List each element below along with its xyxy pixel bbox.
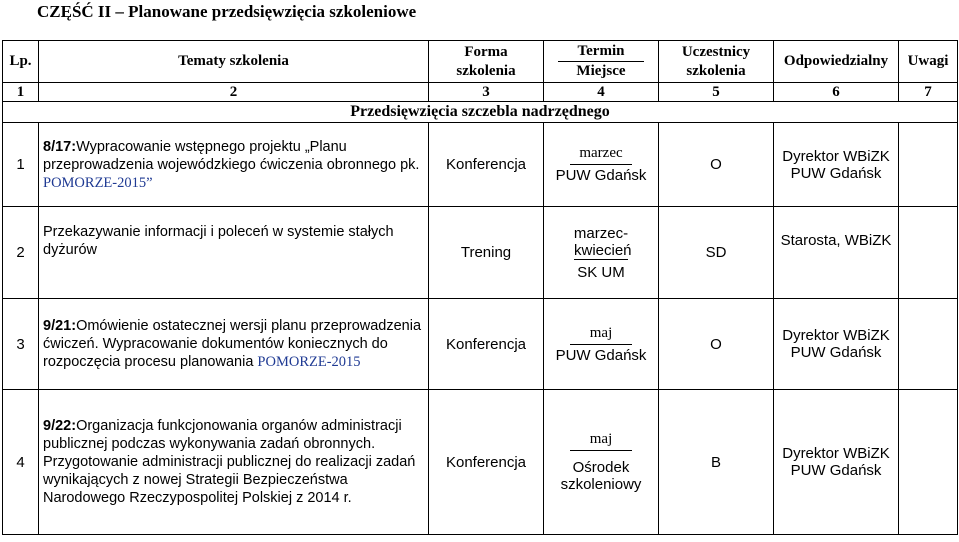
column-number: 4 bbox=[544, 83, 659, 102]
termin-value-line1: marzec- bbox=[573, 224, 629, 242]
header-termin-label: Termin bbox=[558, 42, 644, 62]
odpowiedzialny-line2: PUW Gdańsk bbox=[790, 344, 882, 361]
row-topic bbox=[39, 123, 429, 207]
topic-code: 8/17: bbox=[43, 138, 77, 155]
page-title: CZĘŚĆ II – Planowane przedsięwzięcia szkoleniowe bbox=[37, 2, 417, 21]
row-lp: 4 bbox=[3, 390, 39, 535]
topic-tail: POMORZE-2015 bbox=[257, 354, 361, 370]
header-tematy: Tematy szkolenia bbox=[39, 41, 429, 83]
header-termin bbox=[544, 41, 659, 83]
row-termin bbox=[544, 123, 659, 207]
table-row bbox=[3, 123, 958, 207]
table-row bbox=[3, 207, 958, 299]
header-uczestnicy bbox=[659, 41, 774, 83]
row-uczestnicy: B bbox=[659, 390, 774, 535]
column-number: 6 bbox=[774, 83, 899, 102]
column-number: 1 bbox=[3, 83, 39, 102]
row-uczestnicy: O bbox=[659, 299, 774, 390]
odpowiedzialny-line1: Dyrektor WBiZK bbox=[782, 147, 890, 165]
column-number: 3 bbox=[429, 83, 544, 102]
row-uwagi bbox=[899, 299, 958, 390]
odpowiedzialny-line2: PUW Gdańsk bbox=[790, 164, 882, 182]
termin-value: maj bbox=[570, 325, 632, 345]
miejsce-value: Ośrodek szkoleniowy bbox=[560, 459, 642, 493]
termin-value: marzec bbox=[570, 145, 632, 165]
row-uwagi bbox=[899, 123, 958, 207]
odpowiedzialny-line2: PUW Gdańsk bbox=[790, 462, 882, 479]
row-odpowiedzialny bbox=[774, 123, 899, 207]
row-lp: 1 bbox=[3, 123, 39, 207]
table-row bbox=[3, 299, 958, 390]
topic-code: 9/21: bbox=[43, 318, 77, 334]
row-topic: Przekazywanie informacji i poleceń w systemie stałych dyżurów bbox=[39, 207, 429, 299]
header-lp: Lp. bbox=[3, 41, 39, 83]
row-uwagi bbox=[899, 207, 958, 299]
miejsce-value: SK UM bbox=[577, 263, 625, 281]
header-forma bbox=[429, 41, 544, 83]
header-uczestnicy-line2: szkolenia bbox=[686, 62, 746, 79]
row-forma: Konferencja bbox=[429, 390, 544, 535]
topic-text: Organizacja funkcjonowania organów administracji publicznej podczas wykonywania zadań obronnych. Przygotowanie administracji publicznej do realizacji zadań wynikających z nowej Strategii Bezpieczeństwa Narodowego Rzeczypospolitej Polskiej z 2014 r. bbox=[43, 418, 416, 506]
header-uwagi: Uwagi bbox=[899, 41, 958, 83]
termin-value: maj bbox=[570, 431, 632, 451]
row-odpowiedzialny: Starosta, WBiZK bbox=[774, 207, 899, 299]
header-uczestnicy-line1: Uczestnicy bbox=[681, 43, 751, 60]
miejsce-value: PUW Gdańsk bbox=[555, 346, 647, 364]
column-number: 2 bbox=[39, 83, 429, 102]
odpowiedzialny-line1: Dyrektor WBiZK bbox=[782, 445, 890, 462]
topic-text: Omówienie ostatecznej wersji planu przeprowadzenia ćwiczeń. Wypracowanie dokumentów koniecznych do rozpoczęcia procesu planowania bbox=[43, 318, 422, 370]
row-odpowiedzialny bbox=[774, 390, 899, 535]
header-forma-line1: Forma bbox=[464, 43, 508, 60]
header-odpowiedzialny: Odpowiedzialny bbox=[774, 41, 899, 83]
column-number: 5 bbox=[659, 83, 774, 102]
topic-code: 9/22: bbox=[43, 418, 77, 434]
row-topic bbox=[39, 299, 429, 390]
column-number-row bbox=[3, 83, 958, 102]
column-number: 7 bbox=[899, 83, 958, 102]
row-termin bbox=[544, 299, 659, 390]
row-forma: Konferencja bbox=[429, 299, 544, 390]
row-uczestnicy: SD bbox=[659, 207, 774, 299]
row-termin bbox=[544, 390, 659, 535]
training-table bbox=[2, 40, 958, 535]
row-uczestnicy: O bbox=[659, 123, 774, 207]
row-lp: 3 bbox=[3, 299, 39, 390]
table-row bbox=[3, 390, 958, 535]
miejsce-value: PUW Gdańsk bbox=[555, 167, 647, 184]
header-forma-line2: szkolenia bbox=[456, 62, 516, 79]
termin-value-line2: kwiecień bbox=[574, 241, 632, 259]
section-label: Przedsięwzięcia szczebla nadrzędnego bbox=[3, 102, 958, 123]
row-uwagi bbox=[899, 390, 958, 535]
row-lp: 2 bbox=[3, 207, 39, 299]
row-odpowiedzialny bbox=[774, 299, 899, 390]
section-row bbox=[3, 102, 958, 123]
topic-text: Wypracowanie wstępnego projektu „Planu przeprowadzenia wojewódzkiego ćwiczenia obronnego pk. bbox=[43, 138, 420, 173]
topic-tail: POMORZE-2015” bbox=[43, 174, 153, 191]
row-termin bbox=[544, 207, 659, 299]
header-miejsce-label: Miejsce bbox=[576, 63, 626, 79]
header-row bbox=[3, 41, 958, 83]
row-forma: Konferencja bbox=[429, 123, 544, 207]
odpowiedzialny-line1: Dyrektor WBiZK bbox=[782, 327, 890, 344]
row-topic bbox=[39, 390, 429, 535]
row-forma: Trening bbox=[429, 207, 544, 299]
